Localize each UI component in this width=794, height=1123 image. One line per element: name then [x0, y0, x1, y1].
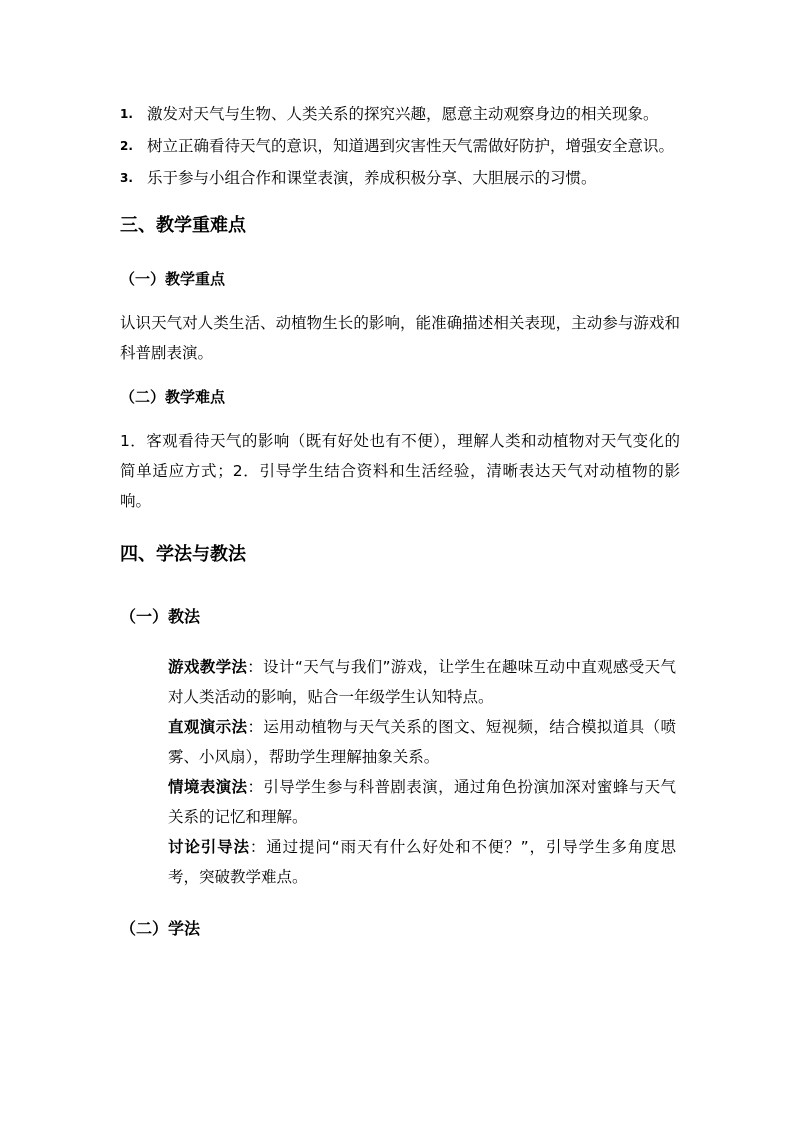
method-item-demo: [168, 712, 676, 772]
method-item-performance: [168, 772, 676, 832]
subheading-focus: （一）教学重点: [120, 270, 226, 288]
goal-item-2: [120, 130, 680, 162]
goal-item-1: [120, 98, 680, 130]
subheading-difficulty: （二）教学难点: [120, 388, 226, 406]
method-item-discussion: [168, 832, 676, 892]
method-item-game: [168, 652, 676, 712]
goal-number: 1.: [120, 107, 133, 121]
document-content: [120, 98, 680, 940]
goal-item-3: [120, 162, 680, 194]
subheading-learning-methods: （二）学法: [120, 919, 201, 938]
method-description: ：设计“天气与我们”游戏，让学生在趣味互动中直观感受天气对人类活动的影响，贴合一年级学生认知特点。: [168, 658, 676, 706]
teaching-method-list: [120, 652, 680, 892]
difficulty-paragraph: 1．客观看待天气的影响（既有好处也有不便），理解人类和动植物对天气变化的简单适应方式；2．引导学生结合资料和生活经验，清晰表达天气对动植物的影响。: [120, 432, 680, 510]
method-name: 讨论引导法: [168, 838, 250, 856]
goal-list: [120, 98, 680, 194]
focus-paragraph: 认识天气对人类生活、动植物生长的影响，能准确描述相关表现，主动参与游戏和科普剧表演。: [120, 314, 680, 362]
method-name: 直观演示法: [168, 718, 248, 736]
goal-text: 乐于参与小组合作和课堂表演，养成积极分享、大胆展示的习惯。: [147, 169, 597, 187]
goal-text: 激发对天气与生物、人类关系的探究兴趣，愿意主动观察身边的相关现象。: [147, 105, 659, 123]
goal-number: 3.: [120, 171, 133, 185]
method-name: 游戏教学法: [168, 658, 248, 676]
section-heading-methods: 四、学法与教法: [120, 544, 246, 565]
method-description: ：通过提问“雨天有什么好处和不便？”，引导学生多角度思考，突破教学难点。: [168, 838, 676, 886]
section-heading-key-points: 三、教学重难点: [120, 215, 246, 236]
method-name: 情境表演法: [168, 778, 248, 796]
subheading-teaching-methods: （一）教法: [120, 607, 201, 626]
goal-number: 2.: [120, 139, 133, 153]
goal-text: 树立正确看待天气的意识，知道遇到灾害性天气需做好防护，增强安全意识。: [147, 137, 675, 155]
method-description: ：运用动植物与天气关系的图文、短视频，结合模拟道具（喷雾、小风扇），帮助学生理解抽象关系。: [168, 718, 676, 766]
method-description: ：引导学生参与科普剧表演，通过角色扮演加深对蜜蜂与天气关系的记忆和理解。: [168, 778, 676, 826]
